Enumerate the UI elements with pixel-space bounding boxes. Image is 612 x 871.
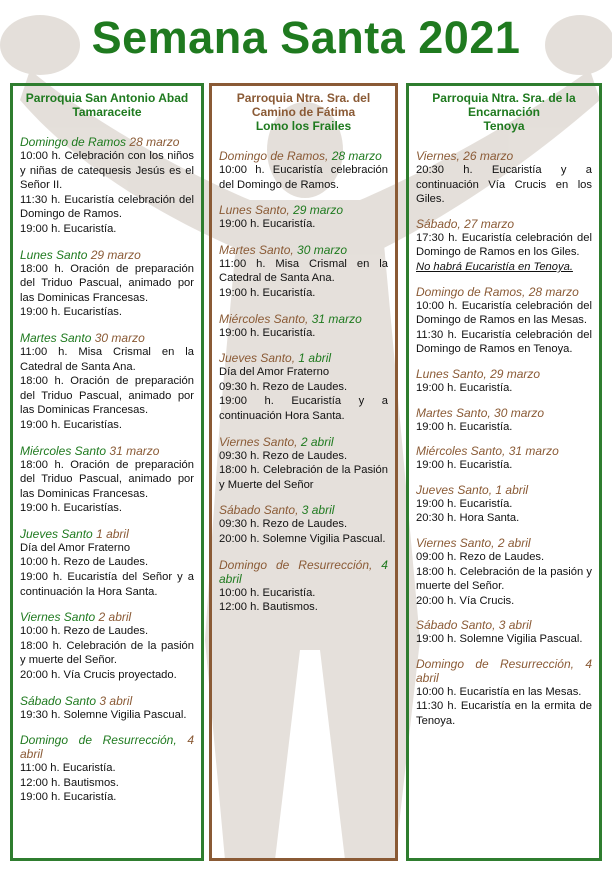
day-name: Miércoles Santo <box>20 443 107 458</box>
schedule-day <box>219 503 388 546</box>
day-date: 4 abril <box>219 557 388 586</box>
schedule-event: 10:00 h. Eucaristía celebración del Domingo de Ramos. <box>219 164 388 191</box>
day-name: Jueves Santo, <box>416 482 493 497</box>
day-name: Sábado Santo, <box>219 503 299 518</box>
schedule-event: 19:00 h. Eucaristía. <box>219 286 316 299</box>
schedule-event: Día del Amor Fraterno <box>20 541 131 554</box>
day-date: 2 abril <box>98 610 132 625</box>
schedule-day <box>20 527 194 599</box>
parish-name: Parroquia San Antonio Abad <box>25 91 189 105</box>
parish-name-cont: Camino de Fátima <box>251 105 356 119</box>
day-name: Martes Santo <box>20 330 92 345</box>
day-name: Lunes Santo <box>20 247 88 262</box>
schedule-event: 10:00 h. Eucaristía en las Mesas. <box>416 685 582 698</box>
schedule-day <box>219 312 388 341</box>
day-date: 30 marzo <box>297 242 348 257</box>
parish-name-cont: Encarnación <box>467 105 541 119</box>
schedule-day <box>20 135 194 237</box>
day-heading <box>416 444 592 458</box>
parish-column-tamaraceite <box>10 83 204 861</box>
day-heading <box>219 203 388 217</box>
day-name: Domingo de Resurrección, <box>416 656 574 671</box>
day-date: 4 abril <box>416 656 592 685</box>
schedule-event: 19:00 h. Eucaristía del Señor y a continuación la Hora Santa. <box>20 571 194 598</box>
day-heading <box>416 149 592 163</box>
day-name: Martes Santo, <box>416 405 491 420</box>
schedule-day <box>416 444 592 473</box>
schedule-event: 19:00 h. Eucaristías. <box>20 502 122 515</box>
schedule-event: 18:00 h. Celebración de la pasión y muerte del Señor. <box>416 565 592 593</box>
schedule-event: 19:00 h. Solemne Vigilia Pascual. <box>416 633 583 646</box>
day-heading <box>219 558 388 586</box>
schedule-event: 20:00 h. Vía Crucis proyectado. <box>20 669 177 682</box>
day-date: 3 abril <box>99 693 133 708</box>
parish-column-tenoya <box>406 83 602 861</box>
parish-header <box>219 91 388 133</box>
schedule-event: 19:00 h. Eucaristías. <box>20 418 122 431</box>
day-heading <box>416 483 592 497</box>
schedule-event: 19:00 h. Eucaristía. <box>416 459 513 472</box>
day-date: 3 abril <box>301 503 335 518</box>
parish-name: Parroquia Ntra. Sra. del <box>236 91 371 105</box>
schedule-event: 19:00 h. Eucaristía. <box>416 497 513 510</box>
schedule-day <box>416 618 592 647</box>
schedule-event: 19:00 h. Eucaristía. <box>416 381 513 394</box>
day-heading <box>20 527 194 541</box>
schedule-event: 20:00 h. Vía Crucis. <box>416 594 515 607</box>
day-name: Viernes, <box>416 149 460 163</box>
schedule-day <box>416 285 592 357</box>
schedule-event: 20:30 h. Eucaristía y a continuación Vía Crucis en los Giles. <box>416 164 592 206</box>
day-date: 28 marzo <box>331 149 382 163</box>
schedule-event: 09:00 h. Rezo de Laudes. <box>416 550 545 563</box>
day-heading <box>416 406 592 420</box>
schedule-list <box>219 149 388 615</box>
day-heading <box>20 444 194 458</box>
day-date: 1 abril <box>495 482 529 497</box>
day-date: 30 marzo <box>494 405 545 420</box>
day-name: Jueves Santo <box>20 526 93 541</box>
parish-header <box>416 91 592 133</box>
schedule-event: 18:00 h. Oración de preparación del Triduo Pascual, animado por las Dominicas Francesas. <box>20 458 194 500</box>
day-date: 1 abril <box>96 526 129 541</box>
day-heading <box>20 248 194 262</box>
schedule-day <box>219 203 388 232</box>
schedule-day <box>20 248 194 320</box>
day-heading <box>20 733 194 761</box>
day-date: 1 abril <box>298 351 332 366</box>
schedule-event: 19:00 h. Eucaristía. <box>219 326 316 339</box>
schedule-day <box>416 406 592 435</box>
schedule-note: No habrá Eucaristía en Tenoya. <box>416 260 573 273</box>
day-heading <box>219 351 388 365</box>
schedule-event: 11:00 h. Eucaristía. <box>20 762 116 775</box>
schedule-event: 19:00 h. Eucaristía. <box>416 420 513 433</box>
day-name: Domingo de Resurrección, <box>20 733 177 748</box>
schedule-event: 19:30 h. Solemne Vigilia Pascual. <box>20 708 187 721</box>
schedule-event: 10:00 h. Rezo de Laudes. <box>20 625 149 638</box>
day-heading <box>20 331 194 345</box>
schedule-event: 20:30 h. Hora Santa. <box>416 512 520 525</box>
schedule-day <box>20 610 194 682</box>
day-date: 31 marzo <box>311 311 362 326</box>
day-date: 31 marzo <box>109 443 160 458</box>
schedule-day <box>219 149 388 192</box>
day-heading <box>20 694 194 708</box>
day-name: Domingo de Ramos, <box>416 284 526 299</box>
schedule-event: 12:00 h. Bautismos. <box>20 776 119 789</box>
day-name: Miércoles Santo, <box>219 311 309 326</box>
schedule-event: 19:00 h. Eucaristía. <box>20 222 117 235</box>
parish-location: Lomo los Frailes <box>255 119 352 133</box>
day-name: Viernes Santo <box>20 610 96 625</box>
schedule-day <box>20 331 194 433</box>
schedule-day <box>219 351 388 423</box>
day-heading <box>219 312 388 326</box>
day-name: Lunes Santo, <box>416 366 487 381</box>
day-name: Jueves Santo, <box>219 351 296 366</box>
schedule-event: 18:00 h. Oración de preparación del Triduo Pascual, animado por las Dominicas Francesas. <box>20 262 194 304</box>
schedule-event: 11:30 h. Eucaristía celebración del Domingo de Ramos en Tenoya. <box>416 328 592 356</box>
day-heading <box>416 618 592 632</box>
schedule-event: 19:00 h. Eucaristía y a continuación Hora Santa. <box>219 395 388 422</box>
day-name: Sábado Santo <box>20 693 97 708</box>
schedule-event: 18:00 h. Oración de preparación del Triduo Pascual, animado por las Dominicas Francesas. <box>20 375 194 417</box>
day-heading <box>416 367 592 381</box>
schedule-event: 17:30 h. Eucaristía celebración del Domingo de Ramos en los Giles. <box>416 231 592 259</box>
schedule-list <box>20 135 194 805</box>
day-heading <box>416 536 592 550</box>
parish-column-lomo-los-frailes <box>209 83 398 861</box>
parish-header <box>20 91 194 119</box>
schedule-event: 18:00 h. Celebración de la Pasión y Muerte del Señor <box>219 464 388 491</box>
day-heading <box>20 135 194 149</box>
schedule-event: 20:00 h. Solemne Vigilia Pascual. <box>219 532 386 545</box>
schedule-day <box>219 435 388 493</box>
schedule-day <box>20 444 194 516</box>
day-heading <box>219 435 388 449</box>
schedule-event: 10:00 h. Eucaristía celebración del Domingo de Ramos en las Mesas. <box>416 299 592 327</box>
schedule-event: 12:00 h. Bautismos. <box>219 601 318 614</box>
day-heading <box>219 243 388 257</box>
day-date: 3 abril <box>498 618 532 633</box>
day-heading <box>20 610 194 624</box>
schedule-event: 10:00 h. Celebración con los niños y niñas de catequesis Jesús es el Señor II. <box>20 150 194 192</box>
schedule-event: Día del Amor Fraterno <box>219 366 330 379</box>
schedule-day <box>416 217 592 275</box>
day-name: Viernes Santo, <box>416 535 495 550</box>
day-name: Domingo de Ramos <box>20 135 127 149</box>
schedule-event: 11:30 h. Eucaristía en la ermita de Tenoya. <box>416 700 592 728</box>
schedule-day <box>20 694 194 723</box>
day-name: Sábado Santo, <box>416 618 496 633</box>
parish-location: Tenoya <box>483 119 525 133</box>
schedule-event: 10:00 h. Rezo de Laudes. <box>20 556 149 569</box>
day-heading <box>219 149 388 163</box>
schedule-event: 19:00 h. Eucaristía. <box>20 791 117 804</box>
schedule-event: 19:00 h. Eucaristías. <box>20 306 122 319</box>
schedule-event: 10:00 h. Eucaristía. <box>219 586 316 599</box>
schedule-event: 11:00 h. Misa Crismal en la Catedral de Santa Ana. <box>20 345 194 373</box>
schedule-day <box>416 536 592 608</box>
schedule-day <box>20 733 194 805</box>
day-name: Martes Santo, <box>219 242 294 257</box>
day-name: Domingo de Ramos, <box>219 149 329 163</box>
day-date: 31 marzo <box>508 444 559 459</box>
schedule-day <box>416 657 592 729</box>
parish-location: Tamaraceite <box>72 105 142 119</box>
schedule-day <box>416 149 592 207</box>
day-heading <box>416 217 592 231</box>
day-name: Domingo de Resurrección, <box>219 557 373 572</box>
schedule-event: 09:30 h. Rezo de Laudes. <box>219 449 348 462</box>
day-date: 28 marzo <box>528 284 579 299</box>
day-date: 29 marzo <box>490 366 541 381</box>
day-name: Lunes Santo, <box>219 203 290 218</box>
day-heading <box>416 657 592 685</box>
schedule-day <box>416 483 592 526</box>
day-name: Miércoles Santo, <box>416 444 506 459</box>
day-date: 2 abril <box>497 535 531 550</box>
day-date: 4 abril <box>20 733 194 762</box>
day-date: 30 marzo <box>94 330 145 345</box>
day-name: Sábado, <box>416 216 461 231</box>
schedule-day <box>416 367 592 396</box>
schedule-list <box>416 149 592 729</box>
schedule-day <box>219 558 388 615</box>
day-date: 27 marzo <box>464 216 515 231</box>
schedule-event: 09:30 h. Rezo de Laudes. <box>219 380 348 393</box>
parish-name: Parroquia Ntra. Sra. de la <box>432 91 576 105</box>
schedule-event: 11:00 h. Misa Crismal en la Catedral de Santa Ana. <box>219 257 388 285</box>
day-date: 29 marzo <box>293 203 344 218</box>
day-heading <box>416 285 592 299</box>
schedule-event: 18:00 h. Celebración de la pasión y muerte del Señor. <box>20 639 194 667</box>
schedule-event: 09:30 h. Rezo de Laudes. <box>219 518 348 531</box>
page-title: Semana Santa 2021 <box>91 12 521 63</box>
day-date: 26 marzo <box>463 149 514 163</box>
day-heading <box>219 503 388 517</box>
day-date: 29 marzo <box>90 247 141 262</box>
schedule-event: 11:30 h. Eucaristía celebración del Domingo de Ramos. <box>20 193 194 221</box>
schedule-event: 19:00 h. Eucaristía. <box>219 218 316 231</box>
day-date: 28 marzo <box>129 135 180 149</box>
day-name: Viernes Santo, <box>219 434 298 449</box>
schedule-day <box>219 243 388 301</box>
day-date: 2 abril <box>300 434 334 449</box>
